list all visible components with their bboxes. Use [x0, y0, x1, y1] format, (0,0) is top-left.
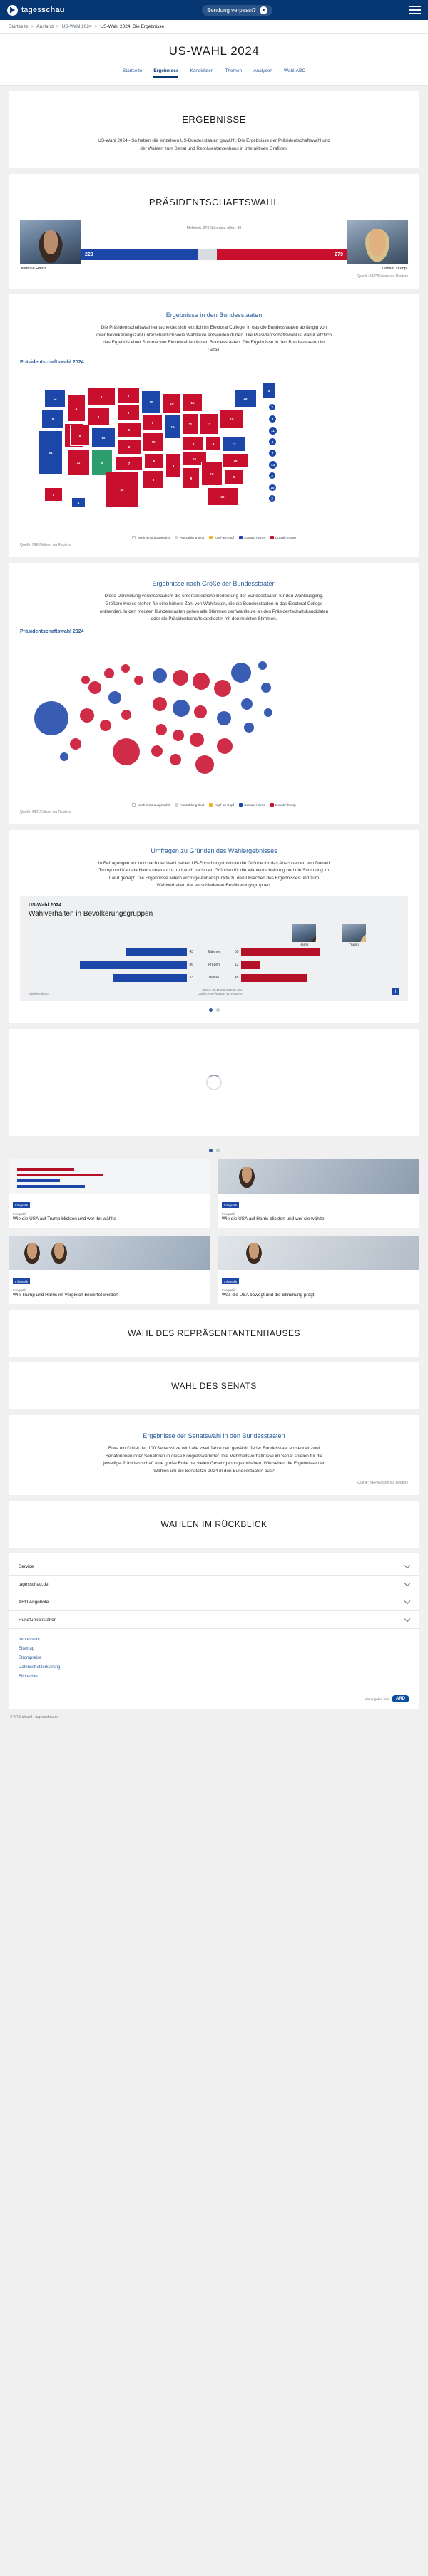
state-co[interactable]: 10 [91, 428, 116, 448]
states-map-card [9, 294, 419, 557]
bubble-wa[interactable] [81, 676, 90, 684]
sub-navigation [0, 66, 428, 86]
teaser-body-3 [218, 1270, 419, 1305]
embed-row-1-right [235, 961, 399, 969]
embed-row-weisse [29, 973, 399, 983]
teaser-body-1 [218, 1194, 419, 1228]
teaser-headline-3[interactable]: Was die USA bewegt und die Stimmung prägt [222, 1292, 315, 1298]
state-wi[interactable]: 10 [163, 393, 181, 413]
bubble-wi[interactable] [173, 670, 188, 686]
state-nm[interactable]: 5 [91, 449, 113, 476]
ard-logo-icon[interactable]: ARD [392, 1695, 409, 1702]
states-chart-title: Präsidentschaftswahl 2024 [20, 360, 84, 366]
bubble-ms[interactable] [173, 730, 184, 741]
state-id[interactable]: 4 [67, 395, 86, 422]
footer-accordion-label-0: Service [19, 1563, 34, 1569]
house-heading: WAHL DES REPRÄSENTANTENHAUSES [127, 1328, 301, 1339]
legend-item-2 [209, 536, 234, 539]
bubble-ct[interactable] [264, 708, 272, 717]
teaser-headline-2[interactable]: Wie Trump und Harris im Vergleich bewertet werden [13, 1292, 118, 1298]
candidate-left-name: Kamala Harris [21, 267, 46, 271]
bubble-mo[interactable] [153, 697, 167, 711]
state-mn[interactable]: 10 [141, 390, 161, 413]
teaser-tag-2: Infografik [13, 1278, 30, 1284]
senate-states-card [9, 1415, 419, 1495]
state-hi[interactable]: 4 [71, 497, 86, 507]
embed-kicker: US-Wahl 2024 [29, 902, 62, 908]
state-ri[interactable]: 4 [268, 438, 277, 446]
embed-candidate-heads [29, 924, 399, 947]
bubble-tn[interactable] [190, 733, 204, 747]
bubble-map[interactable] [20, 638, 408, 799]
survey-card [9, 830, 419, 1023]
teaser-item-3[interactable] [218, 1236, 419, 1305]
bubble-al[interactable] [170, 754, 181, 765]
teaser-column-right [218, 1159, 419, 1304]
bubble-legend [20, 803, 408, 807]
bubble-legend-item-0 [132, 803, 170, 807]
footer-link-strompreise[interactable]: Strompreise [19, 1655, 42, 1660]
bubble-ar[interactable] [156, 724, 167, 735]
bubble-legend-item-2 [209, 803, 234, 807]
loading-card [9, 1029, 419, 1136]
trump-photo [347, 220, 408, 264]
state-ak[interactable]: 3 [44, 487, 63, 502]
embed-pager[interactable] [20, 1001, 408, 1013]
retrospective-section [9, 1501, 419, 1548]
footer-link-sitemap[interactable]: Sitemap [19, 1646, 35, 1651]
presidential-source: Quelle: NEP/Edison via Reuters [357, 274, 408, 279]
bar-right-votes: 279 [217, 249, 347, 260]
embed-row-1-label: Frauen [208, 963, 220, 968]
footer-accordion-rundfunkanstalten[interactable] [9, 1611, 419, 1629]
embed-row-maenner [29, 947, 399, 958]
bar-open-gap [198, 249, 217, 260]
pager-dot-0[interactable] [209, 1008, 213, 1012]
embed-row-0-left [29, 948, 193, 956]
teaser-thumb-1 [218, 1159, 419, 1194]
state-ma[interactable]: 11 [268, 426, 277, 435]
bubble-legend-label-1: Auszählung läuft [180, 802, 205, 807]
footer-link-datenschutz[interactable]: Datenschutzerklärung [19, 1665, 61, 1670]
chevron-down-icon [404, 1563, 410, 1568]
candidate-right-name: Donald Trump [382, 267, 407, 271]
state-ga[interactable]: 16 [201, 462, 223, 486]
bubble-map-source: Quelle: NEP/Edison via Reuters [20, 809, 71, 814]
embed-source: Stand: 09.11.2024 06:35 Uhr [202, 988, 243, 992]
teaser-pager-dot-1[interactable] [216, 1149, 220, 1152]
states-text: Die Präsidentschaftswahl entscheidet sich letztlich im Electoral College, in das die Bundesstaaten abhängig von ihrer Bevölkerungszahl unterschiedlich viele Wahlleute entsenden dürfen. Die Präsidentschaftswahl ist damit letztlich das Ergebnis einer Summe von Einzelwahlen in den Bundesstaaten. Die Ergebnisse in den Bundesstaaten im Detail. [96, 325, 332, 353]
retrospective-heading: WAHLEN IM RÜCKBLICK [160, 1519, 268, 1530]
senate-section [9, 1362, 419, 1409]
footer-link-bildrechte[interactable]: Bildrechte [19, 1674, 38, 1679]
bubble-legend-label-2: Kopf-an-Kopf [214, 802, 234, 807]
bubble-ny[interactable] [231, 663, 251, 683]
state-or[interactable]: 8 [41, 409, 64, 429]
legend-label-4: Donald Trump [275, 536, 296, 540]
candidate-right [347, 220, 408, 271]
embed-row-0-left-value: 43 [189, 950, 193, 955]
bubble-nm[interactable] [100, 720, 111, 731]
state-de[interactable]: 3 [268, 472, 276, 480]
survey-embed-chart[interactable] [20, 896, 408, 1001]
footer [9, 1553, 419, 1709]
bubble-mi[interactable] [193, 673, 210, 690]
state-la[interactable]: 8 [143, 470, 164, 489]
legend-item-3 [239, 536, 265, 539]
footer-links [9, 1629, 419, 1690]
subnav-item-ergebnisse[interactable]: Ergebnisse [153, 68, 178, 78]
breadcrumb [0, 20, 428, 34]
state-ne[interactable]: 5 [117, 422, 141, 438]
hamburger-menu-icon[interactable] [409, 6, 421, 14]
state-nd[interactable]: 3 [117, 388, 140, 403]
bubble-oh[interactable] [214, 680, 231, 697]
bubble-tx[interactable] [113, 738, 140, 765]
legend-label-1: Auszählung läuft [180, 536, 205, 540]
bubble-sd[interactable] [134, 676, 143, 685]
legend-item-4 [270, 536, 296, 539]
embed-footer-right [198, 988, 242, 995]
state-vt[interactable]: 3 [268, 403, 276, 411]
teaser-tag-3: Infografik [222, 1278, 239, 1284]
state-ut[interactable]: 6 [70, 425, 90, 446]
page-title: US-WAHL 2024 [0, 34, 428, 66]
embed-title: Wahlverhalten in Bevölkerungsgruppen [29, 909, 153, 918]
loading-spinner-icon [206, 1075, 222, 1090]
bubble-ga[interactable] [217, 738, 233, 754]
teaser-item-1[interactable] [218, 1159, 419, 1228]
embed-trump-photo [342, 924, 366, 942]
senate-states-text: Etwa ein Drittel der 100 Senatssitze wird alle zwei Jahre neu gewählt. Jeder Bundesstaat entsendet zwei Senatorinnen oder Senatoren in diese Kongresskammer. Die Mehrheitsverhältnisse im Senat spielen für die jeweilige Präsidentschaft eine große Rolle bei vielen Gesetzgebungsvorhaben. Wie sehen die Ergebnisse der Wahlen um die Senatsitze 2024 in den Bundesstaaten aus? [103, 1446, 325, 1474]
state-ky[interactable]: 8 [183, 436, 204, 450]
subnav-item-wahl-abc[interactable]: Wahl-ABC [283, 68, 306, 73]
bubble-chart-title: Präsidentschaftswahl 2024 [20, 629, 84, 634]
info-icon[interactable]: i [392, 988, 399, 995]
majority-label: Mehrheit: 270 Stimmen, offen: 30 [186, 226, 242, 231]
teaser-pager-dot-0[interactable] [209, 1149, 213, 1152]
bubble-nd[interactable] [121, 664, 130, 673]
state-il[interactable]: 19 [164, 415, 181, 439]
teaser-thumb-3 [218, 1236, 419, 1270]
state-nc[interactable]: 16 [223, 453, 248, 467]
legend-label-0: Noch nicht ausgezählt [137, 536, 170, 540]
state-mt[interactable]: 4 [87, 388, 116, 406]
bar-left-votes: 229 [81, 249, 198, 260]
embed-row-0-right-value: 55 [235, 950, 239, 955]
live-teaser[interactable] [202, 5, 272, 16]
bubble-ma[interactable] [258, 661, 267, 670]
electoral-bar [81, 249, 347, 260]
teaser-thumb-2 [9, 1236, 210, 1270]
state-pa[interactable]: 19 [220, 409, 244, 429]
embed-source-2: Quelle: NEP/Edison via Reuters [198, 991, 243, 995]
teaser-body-0 [9, 1194, 210, 1228]
state-va[interactable]: 13 [223, 436, 245, 452]
embed-row-0-label: Männer [208, 950, 220, 955]
bubble-md[interactable] [241, 698, 253, 710]
embed-footer-left [29, 992, 49, 995]
state-nj[interactable]: 14 [268, 460, 277, 470]
teaser-body-2 [9, 1270, 210, 1305]
state-ia[interactable]: 6 [143, 415, 163, 430]
footer-accordion-tagesschau[interactable] [9, 1576, 419, 1593]
embed-row-1-left [29, 961, 193, 969]
bubble-map-card [9, 563, 419, 824]
breadcrumb-item-0[interactable]: Startseite [9, 24, 29, 29]
electoral-map[interactable] [20, 368, 408, 532]
state-fl[interactable]: 30 [207, 487, 238, 506]
bubble-hi[interactable] [60, 752, 68, 761]
senate-states-source: Quelle: NEP/Edison via Reuters [357, 1481, 408, 1486]
breadcrumb-separator: > [94, 24, 98, 29]
embed-harris-label: Harris [299, 943, 309, 947]
breadcrumb-item-3: US-Wahl 2024: Die Ergebnisse [100, 24, 165, 29]
breadcrumb-item-2[interactable]: US-Wahl 2024 [61, 24, 92, 29]
live-label: Sendung verpasst? [206, 6, 256, 14]
bubble-nv[interactable] [70, 738, 81, 750]
presidential-heading: PRÄSIDENTSCHAFTSWAHL [148, 197, 280, 208]
tagesschau-logo-icon [7, 5, 18, 16]
teaser-kicker-3: Infografik [222, 1288, 235, 1292]
copyright: © ARD aktuell / tagesschau.de [0, 1709, 428, 1729]
top-bar [0, 0, 428, 20]
teaser-thumb-0 [9, 1159, 210, 1194]
teaser-item-0[interactable] [9, 1159, 210, 1228]
state-wv[interactable]: 4 [205, 436, 221, 450]
breadcrumb-separator: > [56, 24, 59, 29]
teaser-headline-1[interactable]: Wie die USA auf Harris blickten und wer sie wählte [222, 1216, 325, 1221]
state-ct[interactable]: 7 [268, 449, 277, 457]
state-mi[interactable]: 15 [183, 393, 203, 412]
bubble-legend-label-3: Kamala Harris [244, 802, 265, 807]
embed-footer [29, 988, 399, 995]
footer-accordion-ard-angebote[interactable] [9, 1593, 419, 1611]
states-sub-heading: Ergebnisse in den Bundesstaaten [165, 311, 263, 319]
bubble-la[interactable] [151, 745, 163, 757]
subnav-item-kandidaten[interactable]: Kandidaten [190, 68, 214, 73]
subnav-item-themen[interactable]: Themen [225, 68, 243, 73]
embed-row-2-right [235, 974, 399, 982]
brand[interactable] [7, 5, 65, 16]
teaser-kicker-1: Infografik [222, 1211, 235, 1216]
bubble-nj[interactable] [261, 683, 271, 693]
bubble-mn[interactable] [153, 668, 167, 683]
embed-row-1-right-value: 12 [235, 963, 239, 968]
bubble-legend-item-1 [175, 803, 204, 807]
embed-row-0-right [235, 948, 399, 956]
state-az[interactable]: 11 [67, 449, 90, 476]
brand-suffix: schau [41, 6, 65, 14]
embed-row-2-label: Weiße [208, 976, 220, 981]
bubble-fl[interactable] [195, 755, 214, 774]
teaser-tag-1: Infografik [222, 1202, 239, 1208]
state-wa[interactable]: 12 [44, 389, 66, 408]
state-ok[interactable]: 7 [116, 456, 143, 470]
state-sd[interactable]: 3 [117, 405, 140, 420]
bubble-il[interactable] [173, 700, 190, 717]
state-ks[interactable]: 6 [117, 439, 141, 455]
teaser-kicker-0: Infografik [13, 1211, 26, 1216]
state-oh[interactable]: 17 [200, 413, 218, 435]
chevron-down-icon [404, 1616, 410, 1622]
state-mo[interactable]: 10 [143, 432, 164, 452]
legend-label-3: Kamala Harris [244, 536, 265, 540]
chevron-down-icon [404, 1598, 410, 1604]
legend-label-2: Kopf-an-Kopf [214, 536, 234, 540]
teaser-column-left [9, 1159, 210, 1304]
teaser-item-2[interactable] [9, 1236, 210, 1305]
footer-link-impressum[interactable]: Impressum [19, 1637, 40, 1642]
footer-accordion-label-2: ARD Angebote [19, 1599, 49, 1605]
embed-cand-trump [340, 924, 368, 947]
play-icon[interactable] [260, 6, 268, 14]
embed-square-label: tabellen.demo [29, 991, 49, 995]
subnav-item-analysen[interactable]: Analysen [253, 68, 272, 73]
bubble-ca[interactable] [34, 701, 68, 735]
embed-row-frauen [29, 960, 399, 971]
state-ca[interactable]: 54 [39, 430, 63, 475]
teaser-headline-0[interactable]: Wie die USA auf Trump blickten und wer ihn wählte [13, 1216, 116, 1221]
embed-row-2-left-value: 53 [189, 976, 193, 981]
results-heading: ERGEBNISSE [182, 114, 246, 125]
embed-row-2-right-value: 45 [235, 976, 239, 981]
state-sc[interactable]: 9 [224, 469, 244, 485]
embed-row-2-left [29, 974, 193, 982]
bubble-az[interactable] [80, 708, 94, 723]
breadcrumb-separator: > [31, 24, 34, 29]
house-section [9, 1310, 419, 1357]
state-nh[interactable]: 4 [268, 415, 277, 423]
ard-attribution [9, 1690, 419, 1709]
brand-name [21, 6, 65, 14]
bubble-legend-label-4: Donald Trump [275, 802, 296, 807]
survey-sub-heading: Umfragen zu Gründen des Wahlergebnisses [151, 847, 277, 854]
brand-prefix: tages [21, 6, 41, 14]
teaser-kicker-2: Infografik [13, 1288, 26, 1292]
footer-accordion-service[interactable] [9, 1558, 419, 1576]
subnav-item-startseite[interactable]: Startseite [122, 68, 143, 73]
state-al[interactable]: 9 [183, 467, 200, 489]
state-me[interactable]: 4 [263, 382, 275, 399]
states-map-source: Quelle: NEP/Edison via Reuters [20, 543, 71, 548]
teaser-grid [9, 1159, 419, 1304]
bubble-va[interactable] [217, 711, 231, 725]
embed-cand-harris [290, 924, 318, 947]
bubble-legend-item-4 [270, 803, 296, 807]
bubble-id[interactable] [88, 681, 101, 694]
state-ny[interactable]: 28 [234, 389, 257, 408]
bubble-sub-heading: Ergebnisse nach Größe der Bundesstaaten [152, 580, 276, 588]
teaser-pager[interactable] [0, 1142, 428, 1154]
results-intro-text: US-Wahl 2024 - So haben die einzelnen US-Bundesstaaten gewählt: Die Ergebnisse der Präsidentschaftswahl und der Wahlen zum Senat und Repräsentantenhaus in interaktiven Grafiken. [98, 138, 330, 151]
footer-accordion-label-3: Rundfunkanstalten [19, 1617, 57, 1623]
legend-item-0 [132, 536, 170, 539]
candidate-duel [20, 220, 408, 271]
state-ms[interactable]: 6 [165, 453, 181, 477]
bubble-mt[interactable] [104, 668, 114, 678]
bubble-ks[interactable] [121, 710, 131, 720]
bubble-legend-item-3 [239, 803, 265, 807]
state-wy[interactable]: 3 [87, 408, 110, 426]
embed-row-1-left-value: 86 [189, 963, 193, 968]
map-legend [20, 536, 408, 539]
bubble-co[interactable] [108, 691, 121, 704]
embed-trump-label: Trump [349, 943, 359, 947]
results-intro-card [9, 91, 419, 168]
bubble-text: Diese Darstellung veranschaulicht die unterschiedliche Bedeutung der Bundesstaaten für den Wahlausgang. Größere Kreise stehen für eine höhere Zahl von Wahlleuten, die die Bundesstaaten in das Electoral College entsenden. In den meisten Bundesstaaten gehen alle Stimmen der Wahlleute an den Präsidentschaftskandidaten oder die Präsidentschaftskandidatin mit den meisten Stimmen. [99, 594, 329, 622]
survey-text: In Befragungen vor und nach der Wahl haben US-Forschungsinstitute die Gründe für das Abschneiden von Donald Trump und Kamala Harris untersucht und auch nach den Gründen für die Wahlentscheidung und die Stimmung im Land gefragt. Die Ergebnisse liefern wichtige Anhaltspunkte zu den Ursachen des Ergebnisses und zum Wahlverhalten der verschiedenen Bevölkerungsgruppen. [98, 860, 330, 889]
embed-harris-photo [292, 924, 316, 942]
chevron-down-icon [404, 1581, 410, 1586]
footer-accordion-label-1: tagesschau.de [19, 1581, 49, 1587]
ard-label: ein Angebot von [365, 1697, 389, 1701]
state-dc[interactable]: 3 [268, 495, 276, 502]
state-ar[interactable]: 6 [144, 453, 164, 469]
legend-item-1 [175, 536, 204, 539]
teaser-tag-0: Infografik [13, 1202, 30, 1208]
senate-heading: WAHL DES SENATS [171, 1381, 257, 1392]
pager-dot-1[interactable] [216, 1008, 220, 1012]
duel-middle [81, 220, 347, 271]
harris-photo [20, 220, 81, 264]
state-in[interactable]: 11 [183, 413, 198, 435]
bubble-ky[interactable] [194, 705, 207, 718]
senate-states-sub-heading: Ergebnisse der Senatswahl in den Bundesstaaten [143, 1432, 285, 1440]
state-tx[interactable]: 40 [106, 472, 138, 507]
breadcrumb-item-1[interactable]: Ausland [36, 24, 54, 29]
candidate-left [20, 220, 81, 271]
state-md[interactable]: 10 [268, 483, 277, 492]
state-tn[interactable]: 11 [183, 452, 207, 466]
bubble-legend-label-0: Noch nicht ausgezählt [137, 802, 170, 807]
bubble-nc[interactable] [244, 723, 254, 733]
presidential-card [9, 174, 419, 289]
